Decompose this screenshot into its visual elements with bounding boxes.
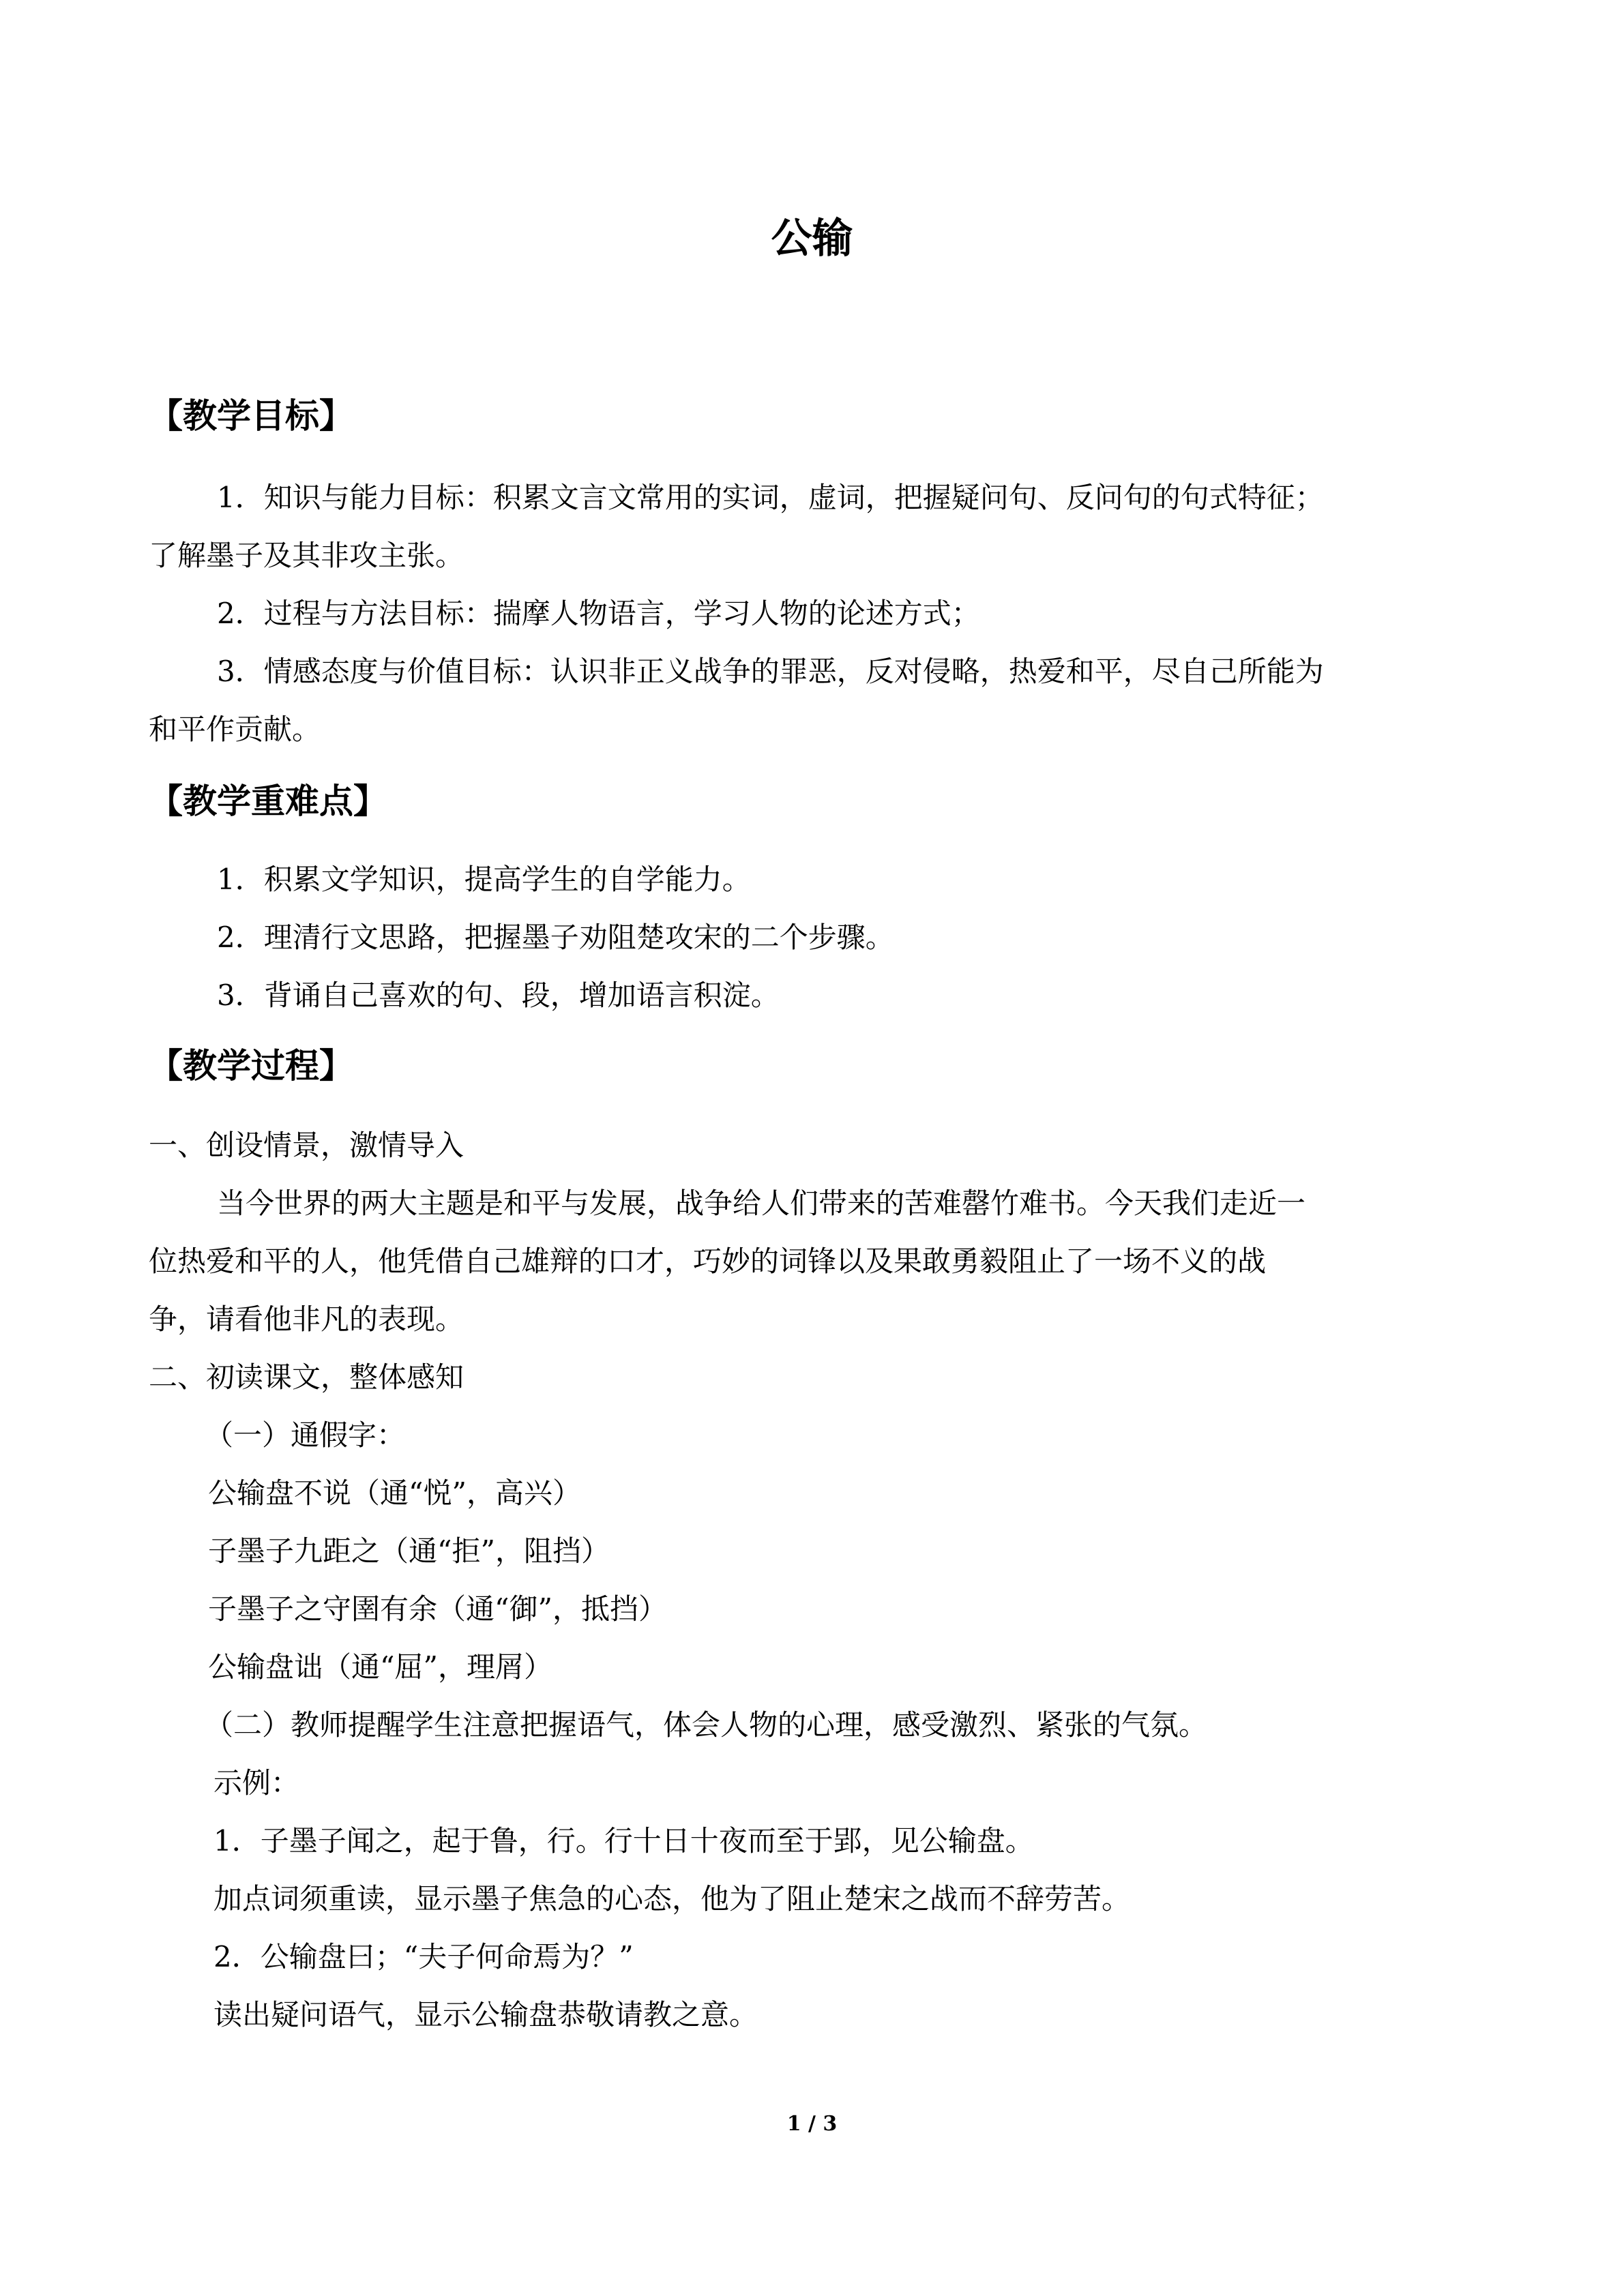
section-heading-goals: 【教学目标】	[149, 396, 353, 436]
process-line-4: 争，请看他非凡的表现。	[149, 1302, 464, 1336]
page-number: 1 / 3	[786, 2112, 838, 2136]
process-line-9: 子墨子之守圉有余（通“御”，抵挡）	[208, 1592, 667, 1626]
process-line-16: 读出疑问语气，显示公输盘恭敬请教之意。	[213, 1998, 758, 2031]
goals-line-3: 2．过程与方法目标：揣摩人物语言，学习人物的论述方式；	[217, 597, 980, 630]
section-heading-key-points: 【教学重难点】	[149, 781, 387, 821]
process-line-7: 公输盘不说（通“悦”，高兴）	[208, 1476, 581, 1510]
process-line-1: 一、创设情景，激情导入	[149, 1129, 464, 1162]
goals-line-1: 1．知识与能力目标：积累文言文常用的实词，虚词，把握疑问句、反问句的句式特征；	[217, 481, 1324, 514]
process-line-13: 1．子墨子闻之，起于鲁，行。行十日十夜而至于郢，见公输盘。	[213, 1824, 1034, 1858]
document-title: 公输	[771, 215, 853, 263]
process-line-15: 2．公输盘曰；“夫子何命焉为？”	[213, 1940, 634, 1973]
process-line-2: 当今世界的两大主题是和平与发展，战争给人们带来的苦难罄竹难书。今天我们走近一	[217, 1187, 1306, 1220]
goals-line-4: 3．情感态度与价值目标：认识非正义战争的罪恶，反对侵略，热爱和平，尽自己所能为	[217, 655, 1324, 688]
process-line-6: （一）通假字：	[205, 1418, 406, 1452]
goals-line-2: 了解墨子及其非攻主张。	[149, 539, 464, 572]
process-line-5: 二、初读课文，整体感知	[149, 1360, 464, 1394]
process-line-14: 加点词须重读，显示墨子焦急的心态，他为了阻止楚宋之战而不辞劳苦。	[213, 1882, 1131, 1915]
process-line-3: 位热爱和平的人，他凭借自己雄辩的口才，巧妙的词锋以及果敢勇毅阻止了一场不义的战	[149, 1244, 1267, 1278]
key-points-line-3: 3．背诵自己喜欢的句、段，增加语言积淀。	[217, 979, 780, 1012]
process-line-10: 公输盘诎（通“屈”，理屑）	[208, 1650, 552, 1684]
process-line-12: 示例：	[213, 1766, 300, 1800]
process-line-11: （二）教师提醒学生注意把握语气，体会人物的心理，感受激烈、紧张的气氛。	[205, 1708, 1208, 1742]
section-heading-process: 【教学过程】	[149, 1046, 353, 1086]
goals-line-5: 和平作贡献。	[149, 713, 321, 746]
key-points-line-1: 1．积累文学知识，提高学生的自学能力。	[217, 863, 751, 896]
process-line-8: 子墨子九距之（通“拒”，阻挡）	[208, 1534, 610, 1568]
key-points-line-2: 2．理清行文思路，把握墨子劝阻楚攻宋的二个步骤。	[217, 921, 894, 954]
